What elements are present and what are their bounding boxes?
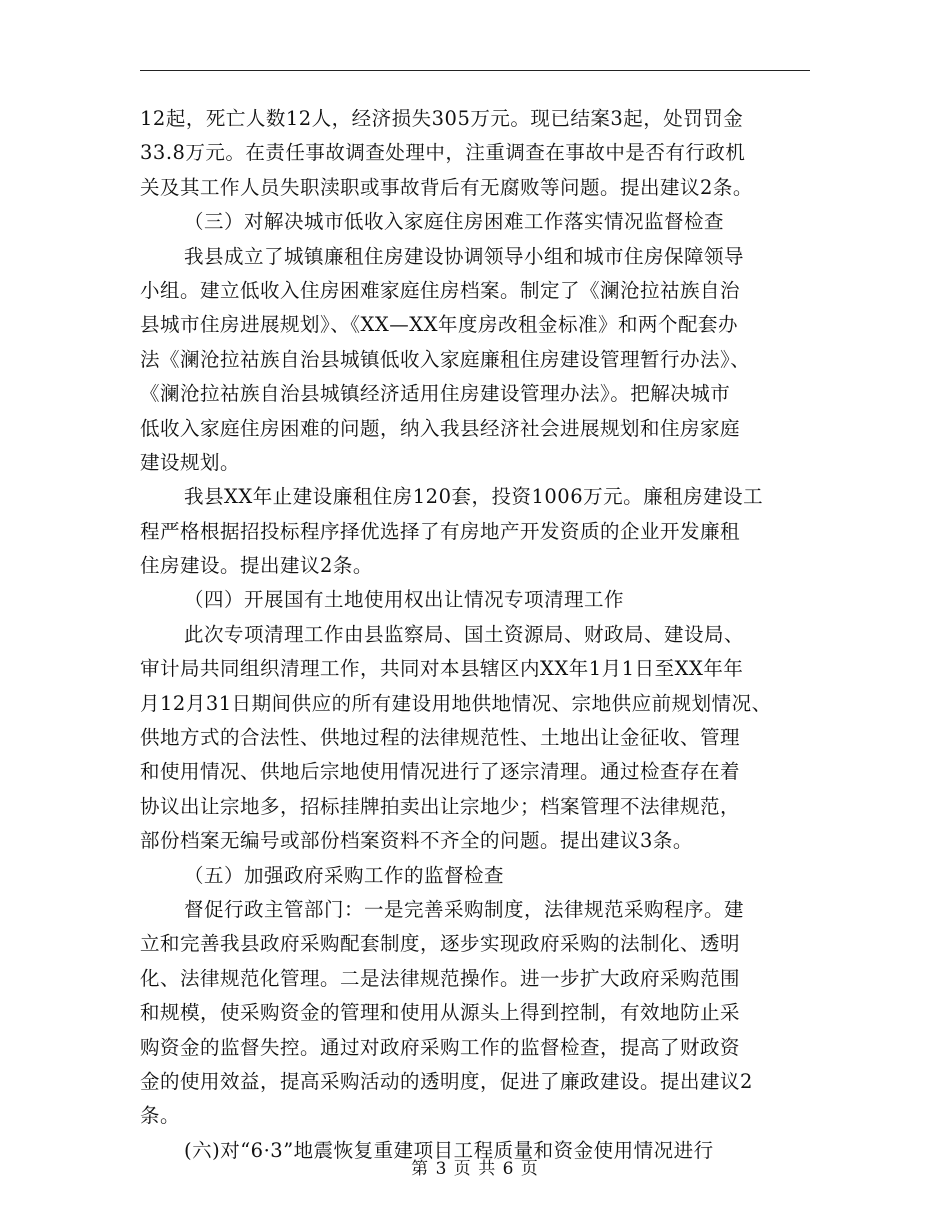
- text-line: 我县成立了城镇廉租住房建设协调领导小组和城市住房保障领导: [184, 244, 745, 268]
- text-line: （四）开展国有土地使用权出让情况专项清理工作: [184, 588, 625, 612]
- text-line: 住房建设。提出建议2条。: [140, 554, 373, 578]
- text-line: 和规模，使采购资金的管理和使用从源头上得到控制，有效地防止采: [140, 1001, 741, 1025]
- text-line: 我县XX年止建设廉租住房120套，投资1006万元。廉租房建设工: [184, 485, 764, 509]
- text-line: 条。: [140, 1104, 181, 1128]
- text-line: 购资金的监督失控。通过对政府采购工作的监督检查，提高了财政资: [140, 1035, 741, 1059]
- text-line: 33.8万元。在责任事故调查处理中，注重调查在事故中是否有行政机: [140, 141, 746, 165]
- text-line: 程严格根据招投标程序择优选择了有房地产开发资质的企业开发廉租: [140, 519, 741, 543]
- text-line: 供地方式的合法性、供地过程的法律规范性、土地出让金征收、管理: [140, 726, 741, 750]
- document-body: [140, 102, 820, 1168]
- text-line: 部份档案无编号或部份档案资料不齐全的问题。提出建议3条。: [140, 829, 693, 853]
- text-line: 和使用情况、供地后宗地使用情况进行了逐宗清理。通过检查存在着: [140, 760, 741, 784]
- text-line: （三）对解决城市低收入家庭住房困难工作落实情况监督检查: [184, 210, 725, 234]
- text-line: 月12月31日期间供应的所有建设用地供地情况、宗地供应前规划情况、: [140, 691, 772, 715]
- text-line: 协议出让宗地多，招标挂牌拍卖出让宗地少；档案管理不法律规范，: [140, 794, 741, 818]
- text-line: 立和完善我县政府采购配套制度，逐步实现政府采购的法制化、透明: [140, 932, 741, 956]
- text-line: 化、法律规范化管理。二是法律规范操作。进一步扩大政府采购范围: [140, 966, 741, 990]
- text-line: 审计局共同组织清理工作，共同对本县辖区内XX年1月1日至XX年年: [140, 657, 744, 681]
- header-rule: [140, 70, 810, 71]
- text-line: 督促行政主管部门：一是完善采购制度，法律规范采购程序。建: [184, 897, 745, 921]
- text-line: 12起，死亡人数12人，经济损失305万元。现已结案3起，处罚罚金: [140, 107, 744, 130]
- page-number-footer: 第 3 页 共 6 页: [411, 1159, 539, 1179]
- text-line: 《澜沧拉祜族自治县城镇经济适用住房建设管理办法》。把解决城市: [140, 382, 731, 406]
- text-line: 金的使用效益，提高采购活动的透明度，促进了廉政建设。提出建议2: [140, 1069, 753, 1093]
- text-line: (六)对“6·3”地震恢复重建项目工程质量和资金使用情况进行: [184, 1138, 714, 1162]
- text-line: 法《澜沧拉祜族自治县城镇低收入家庭廉租住房建设管理暂行办法》、: [140, 347, 751, 371]
- text-line: 此次专项清理工作由县监察局、国土资源局、财政局、建设局、: [184, 622, 745, 646]
- text-line: 县城市住房进展规划》、《XX—XX年度房改租金标准》和两个配套办: [140, 313, 739, 337]
- text-line: （五）加强政府采购工作的监督检查: [184, 863, 505, 887]
- text-line: 小组。建立低收入住房困难家庭住房档案。制定了《澜沧拉祜族自治: [140, 278, 741, 302]
- text-line: 关及其工作人员失职渎职或事故背后有无腐败等问题。提出建议2条。: [140, 175, 753, 199]
- text-line: 建设规划。: [140, 450, 241, 474]
- text-line: 低收入家庭住房困难的问题，纳入我县经济社会进展规划和住房家庭: [140, 416, 741, 440]
